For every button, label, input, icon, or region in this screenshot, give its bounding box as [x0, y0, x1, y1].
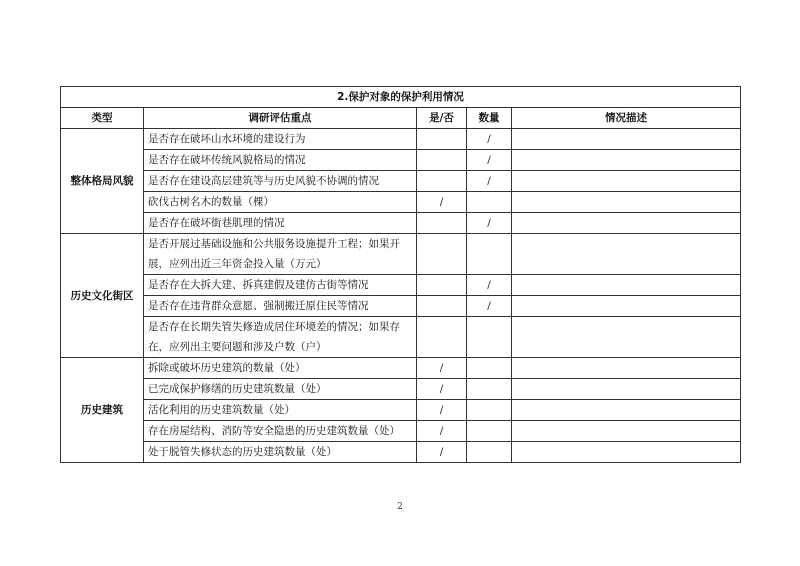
focus-cell: 是否存在破坏街巷肌理的情况	[144, 213, 417, 234]
table-row	[61, 129, 741, 150]
focus-cell: 是否存在大拆大建、拆真建假及建仿古街等情况	[144, 275, 417, 296]
description-cell	[512, 234, 741, 275]
focus-cell: 砍伐古树名木的数量（棵）	[144, 192, 417, 213]
quantity-cell: /	[467, 296, 512, 317]
quantity-cell: /	[467, 171, 512, 192]
table-body	[61, 129, 741, 463]
table-row	[61, 192, 741, 213]
description-cell	[512, 358, 741, 379]
quantity-cell	[467, 317, 512, 358]
description-cell	[512, 317, 741, 358]
header-focus: 调研评估重点	[144, 108, 417, 129]
description-cell	[512, 150, 741, 171]
quantity-cell	[467, 400, 512, 421]
table-row	[61, 421, 741, 442]
table-row	[61, 150, 741, 171]
description-cell	[512, 379, 741, 400]
header-quantity: 数量	[467, 108, 512, 129]
focus-cell: 活化利用的历史建筑数量（处）	[144, 400, 417, 421]
focus-cell: 处于脱管失修状态的历史建筑数量（处）	[144, 442, 417, 463]
table-row	[61, 442, 741, 463]
header-description: 情况描述	[512, 108, 741, 129]
focus-cell: 是否存在建设高层建筑等与历史风貌不协调的情况	[144, 171, 417, 192]
description-cell	[512, 400, 741, 421]
focus-cell: 是否存在破坏传统风貌格局的情况	[144, 150, 417, 171]
description-cell	[512, 296, 741, 317]
yes-no-cell: /	[417, 442, 467, 463]
category-cell: 整体格局风貌	[61, 129, 144, 234]
description-cell	[512, 213, 741, 234]
yes-no-cell: /	[417, 379, 467, 400]
quantity-cell	[467, 442, 512, 463]
category-cell: 历史文化街区	[61, 234, 144, 358]
table-row	[61, 317, 741, 358]
yes-no-cell: /	[417, 400, 467, 421]
description-cell	[512, 129, 741, 150]
yes-no-cell	[417, 234, 467, 275]
focus-cell: 是否开展过基础设施和公共服务设施提升工程；如果开展，应列出近三年资金投入量（万元）	[144, 234, 417, 275]
description-cell	[512, 275, 741, 296]
yes-no-cell	[417, 296, 467, 317]
yes-no-cell: /	[417, 192, 467, 213]
yes-no-cell: /	[417, 358, 467, 379]
yes-no-cell	[417, 317, 467, 358]
yes-no-cell	[417, 129, 467, 150]
quantity-cell	[467, 234, 512, 275]
header-type: 类型	[61, 108, 144, 129]
header-yes-no: 是/否	[417, 108, 467, 129]
quantity-cell: /	[467, 150, 512, 171]
focus-cell: 是否存在违背群众意愿、强制搬迁原住民等情况	[144, 296, 417, 317]
focus-cell: 是否存在破坏山水环境的建设行为	[144, 129, 417, 150]
table-row	[61, 213, 741, 234]
yes-no-cell	[417, 213, 467, 234]
yes-no-cell	[417, 171, 467, 192]
yes-no-cell: /	[417, 421, 467, 442]
quantity-cell	[467, 192, 512, 213]
yes-no-cell	[417, 150, 467, 171]
table-row	[61, 358, 741, 379]
quantity-cell: /	[467, 275, 512, 296]
page-number: 2	[397, 502, 403, 512]
focus-cell: 是否存在长期失管失修造成居住环境差的情况；如果存在，应列出主要问题和涉及户数（户）	[144, 317, 417, 358]
quantity-cell: /	[467, 213, 512, 234]
table-row	[61, 234, 741, 275]
assessment-table	[60, 86, 741, 463]
table-title-row	[61, 87, 741, 108]
category-cell: 历史建筑	[61, 358, 144, 463]
table-header-row	[61, 108, 741, 129]
focus-cell: 存在房屋结构、消防等安全隐患的历史建筑数量（处）	[144, 421, 417, 442]
yes-no-cell	[417, 275, 467, 296]
quantity-cell	[467, 421, 512, 442]
table-row	[61, 400, 741, 421]
focus-cell: 拆除或破坏历史建筑的数量（处）	[144, 358, 417, 379]
description-cell	[512, 171, 741, 192]
description-cell	[512, 192, 741, 213]
section-title: 2.保护对象的保护利用情况	[61, 87, 741, 108]
table-row	[61, 296, 741, 317]
description-cell	[512, 442, 741, 463]
table-row	[61, 379, 741, 400]
quantity-cell	[467, 358, 512, 379]
table-row	[61, 171, 741, 192]
quantity-cell: /	[467, 129, 512, 150]
table-row	[61, 275, 741, 296]
focus-cell: 已完成保护修缮的历史建筑数量（处）	[144, 379, 417, 400]
quantity-cell	[467, 379, 512, 400]
description-cell	[512, 421, 741, 442]
